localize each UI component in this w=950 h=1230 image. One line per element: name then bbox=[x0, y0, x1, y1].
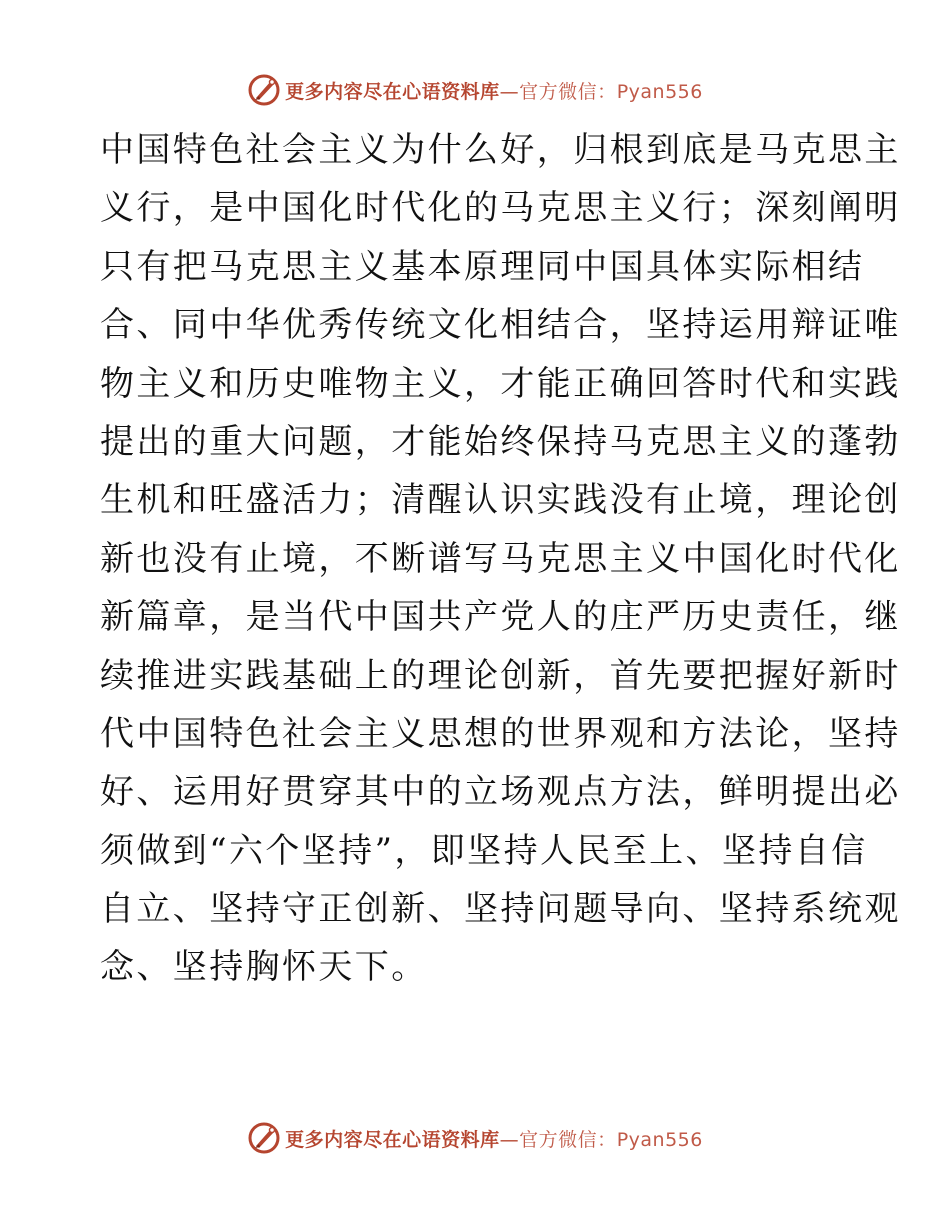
body-line: 新也没有止境，不断谱写马克思主义中国化时代化 bbox=[100, 538, 901, 579]
body-line: 物主义和历史唯物主义，才能正确回答时代和实践 bbox=[100, 363, 901, 404]
body-line: 合、同中华优秀传统文化相结合，坚持运用辩证唯 bbox=[100, 305, 901, 346]
body-line: 只有把马克思主义基本原理同中国具体实际相结 bbox=[100, 246, 865, 287]
body-line: 代中国特色社会主义思想的世界观和方法论，坚持 bbox=[100, 713, 901, 754]
footer-banner-label: 官方微信： bbox=[519, 1128, 617, 1151]
footer-banner-text bbox=[285, 1125, 703, 1152]
header-watermark-banner bbox=[0, 70, 950, 110]
header-banner-dash: — bbox=[499, 80, 520, 103]
body-line: 续推进实践基础上的理论创新，首先要把握好新时 bbox=[100, 655, 901, 696]
body-line: 好、运用好贯穿其中的立场观点方法，鲜明提出必 bbox=[100, 772, 901, 813]
body-line: 念、坚持胸怀天下。 bbox=[100, 947, 428, 988]
document-body bbox=[100, 121, 901, 997]
header-banner-text bbox=[285, 77, 703, 104]
body-line: 自立、坚持守正创新、坚持问题导向、坚持系统观 bbox=[100, 889, 901, 930]
header-banner-handle: Pyan556 bbox=[616, 80, 703, 103]
header-banner-main: 更多内容尽在心语资料库 bbox=[285, 80, 500, 103]
footer-banner-dash: — bbox=[499, 1128, 520, 1151]
quill-pen-logo-icon bbox=[247, 73, 281, 107]
quill-pen-logo-icon bbox=[247, 1121, 281, 1155]
body-line: 中国特色社会主义为什么好，归根到底是马克思主 bbox=[100, 130, 901, 170]
body-line: 生机和旺盛活力；清醒认识实践没有止境，理论创 bbox=[100, 480, 901, 521]
footer-watermark-banner bbox=[0, 1118, 950, 1158]
body-line: 义行，是中国化时代化的马克思主义行；深刻阐明 bbox=[100, 188, 901, 229]
body-line: 新篇章，是当代中国共产党人的庄严历史责任，继 bbox=[100, 597, 901, 638]
header-banner-label: 官方微信： bbox=[519, 80, 617, 103]
body-line: 提出的重大问题，才能始终保持马克思主义的蓬勃 bbox=[100, 421, 901, 462]
footer-banner-main: 更多内容尽在心语资料库 bbox=[285, 1128, 500, 1151]
body-line: 须做到“六个坚持”，即坚持人民至上、坚持自信 bbox=[100, 830, 868, 871]
footer-banner-handle: Pyan556 bbox=[616, 1128, 703, 1151]
